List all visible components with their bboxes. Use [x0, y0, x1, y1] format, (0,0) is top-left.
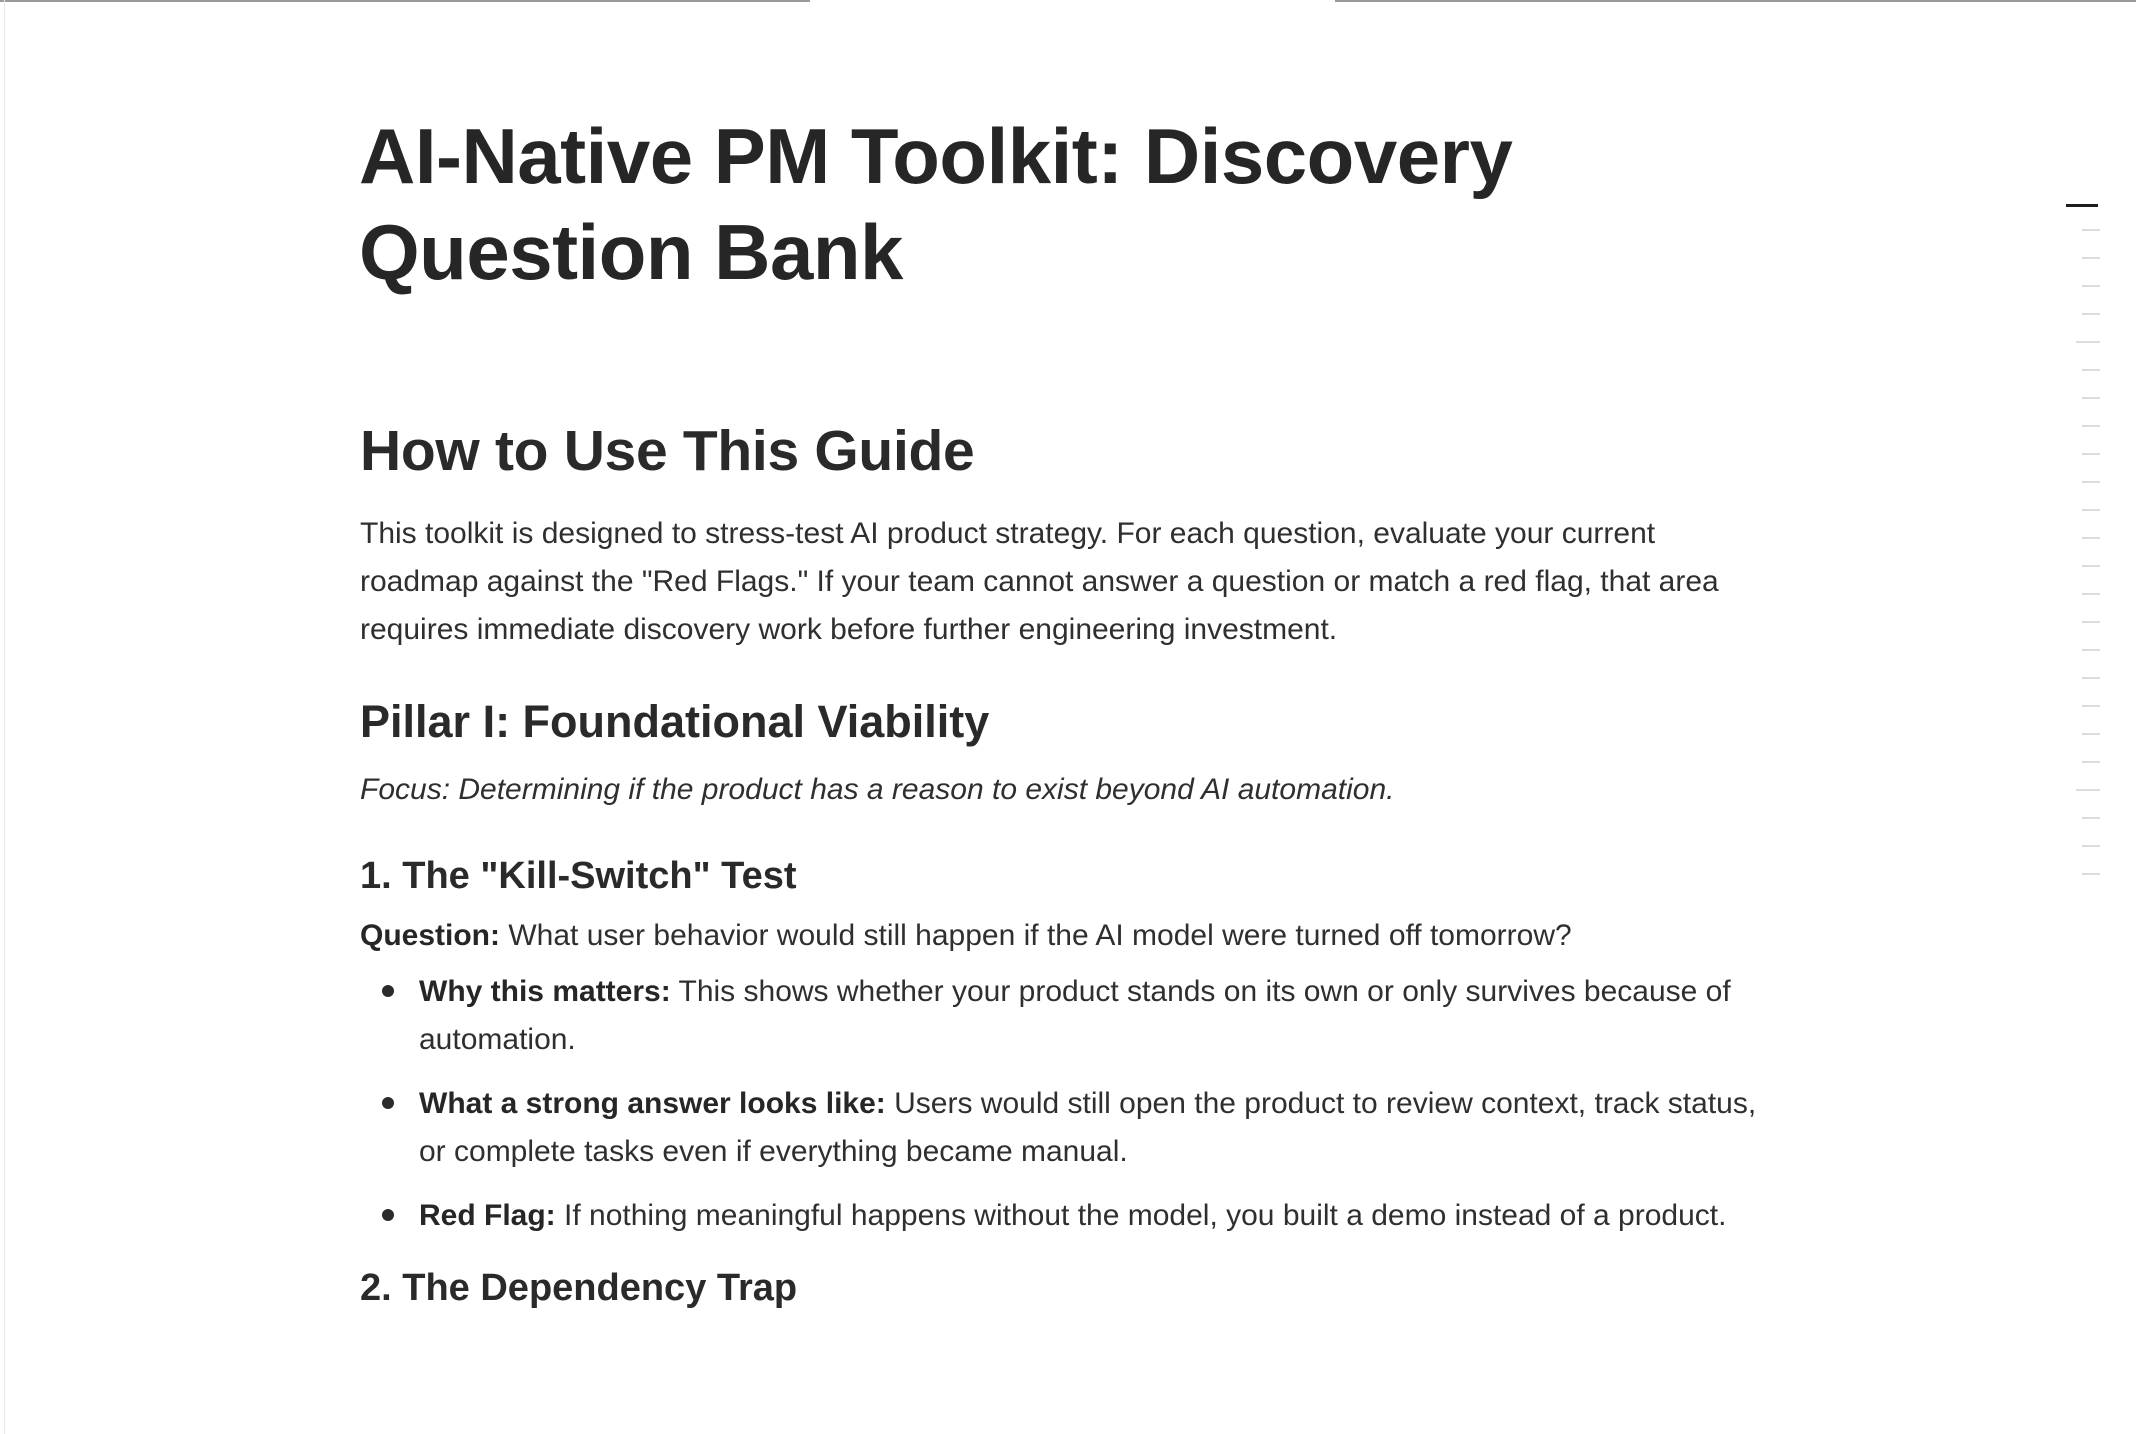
pillar-focus[interactable]: Focus: Determining if the product has a reason to exist beyond AI automation. [360, 773, 1395, 806]
outline-mark[interactable] [2082, 397, 2100, 399]
bullet-label: What a strong answer looks like: [419, 1087, 886, 1120]
outline-mark-active[interactable] [2066, 204, 2098, 207]
question-text: What user behavior would still happen if the AI model were turned off tomorrow? [500, 919, 1572, 952]
outline-mark[interactable] [2082, 649, 2100, 651]
outline-mark[interactable] [2082, 817, 2100, 819]
outline-mark[interactable] [2082, 453, 2100, 455]
outline-mark[interactable] [2082, 369, 2100, 371]
bullet-text: If nothing meaningful happens without the model, you built a demo instead of a product. [555, 1199, 1727, 1232]
outline-mark[interactable] [2076, 341, 2100, 343]
outline-mark[interactable] [2082, 285, 2100, 287]
outline-mark[interactable] [2082, 593, 2100, 595]
window-left-edge [0, 0, 5, 1434]
outline-mark[interactable] [2082, 257, 2100, 259]
bullet-text: Users would still open the product to review context, track status, or complete tasks even if everything became manual. [419, 1087, 1757, 1168]
outline-mark[interactable] [2082, 537, 2100, 539]
table-of-contents-minimap[interactable] [2064, 204, 2100, 901]
top-border-right [1335, 0, 2136, 2]
intro-paragraph[interactable]: This toolkit is designed to stress-test AI product strategy. For each question, evaluate your current roadmap against the "Red Flags." If your team cannot answer a question or match a red flag, that area requires immediate discovery work before further engineering investment. [360, 517, 1719, 646]
document-page [360, 108, 1790, 1312]
list-item-why-matters[interactable] [360, 968, 1780, 1064]
item-heading-kill-switch[interactable]: 1. The "Kill-Switch" Test [360, 855, 797, 897]
top-border-left [0, 0, 810, 2]
outline-mark[interactable] [2082, 481, 2100, 483]
item-heading-dependency-trap[interactable]: 2. The Dependency Trap [360, 1267, 798, 1309]
outline-mark[interactable] [2082, 621, 2100, 623]
outline-mark[interactable] [2082, 733, 2100, 735]
question-paragraph[interactable] [360, 916, 1790, 956]
bullet-icon [382, 1209, 394, 1221]
outline-mark[interactable] [2082, 761, 2100, 763]
bullet-icon [382, 1097, 394, 1109]
outline-mark[interactable] [2082, 845, 2100, 847]
pillar-heading[interactable]: Pillar I: Foundational Viability [360, 696, 990, 747]
outline-mark[interactable] [2082, 509, 2100, 511]
outline-mark[interactable] [2076, 789, 2100, 791]
question-label: Question: [360, 919, 500, 952]
outline-mark[interactable] [2082, 229, 2100, 231]
bullet-text: This shows whether your product stands on its own or only survives because of automation. [419, 975, 1731, 1056]
bullet-list [360, 968, 1790, 1240]
outline-mark[interactable] [2082, 313, 2100, 315]
list-item-strong-answer[interactable] [360, 1080, 1780, 1176]
section-heading-how-to-use[interactable]: How to Use This Guide [360, 419, 975, 483]
outline-mark[interactable] [2082, 873, 2100, 875]
bullet-label: Red Flag: [419, 1199, 556, 1232]
list-item-red-flag[interactable] [360, 1192, 1780, 1240]
outline-mark[interactable] [2082, 677, 2100, 679]
bullet-icon [382, 985, 394, 997]
bullet-label: Why this matters: [419, 975, 671, 1008]
outline-mark[interactable] [2082, 425, 2100, 427]
outline-mark[interactable] [2082, 705, 2100, 707]
outline-mark[interactable] [2082, 565, 2100, 567]
page-title[interactable]: AI-Native PM Toolkit: Discovery Question Bank [359, 112, 1513, 296]
